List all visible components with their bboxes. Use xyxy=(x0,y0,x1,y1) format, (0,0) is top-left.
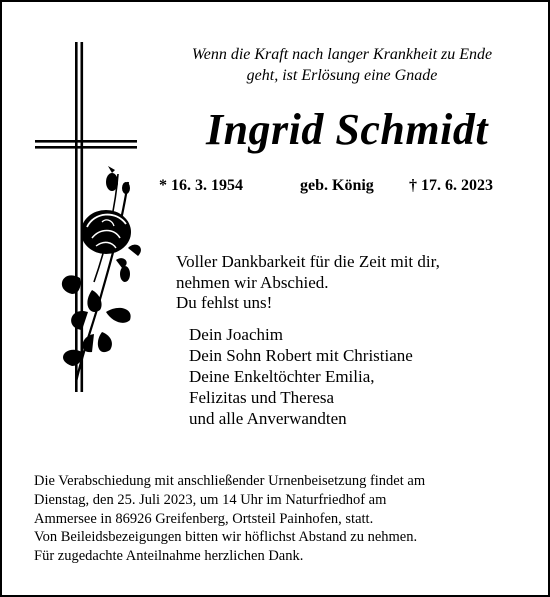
motto-line: geht, ist Erlösung eine Gnade xyxy=(246,67,438,84)
notice-line: Ammersee in 86926 Greifenberg, Ortsteil Painhofen, statt. xyxy=(34,510,374,527)
notice-line: Die Verabschiedung mit anschließender Urnenbeisetzung findet am xyxy=(34,473,426,489)
cross-with-rose-icon xyxy=(32,42,152,407)
birth-name: geb. König xyxy=(300,177,374,194)
notice-line: Dienstag, den 25. Juli 2023, um 14 Uhr im Naturfriedhof am xyxy=(34,491,387,508)
mourners-list xyxy=(189,324,529,429)
motto-quote xyxy=(152,44,532,86)
mourner-line: Felizitas und Theresa xyxy=(189,388,335,407)
mourner-line: und alle Anverwandten xyxy=(189,409,347,428)
farewell-line: nehmen wir Abschied. xyxy=(176,272,329,292)
rose-bloom-icon xyxy=(81,210,131,254)
rose-leaves-icon xyxy=(62,245,141,366)
notice-line: Von Beileidsbezeigungen bitten wir höflichst Abstand zu nehmen. xyxy=(34,529,418,546)
farewell-line: Voller Dankbarkeit für die Zeit mit dir, xyxy=(176,252,440,271)
mourner-line: Dein Sohn Robert mit Christiane xyxy=(189,346,413,365)
deceased-name: Ingrid Schmidt xyxy=(205,105,489,154)
motto-line: Wenn die Kraft nach langer Krankheit zu Ende xyxy=(191,46,493,63)
mourner-line: Dein Joachim xyxy=(189,325,283,344)
farewell-message xyxy=(176,252,526,314)
death-date: † 17. 6. 2023 xyxy=(409,177,493,194)
birth-date: * 16. 3. 1954 xyxy=(159,177,243,194)
farewell-line: Du fehlst uns! xyxy=(176,293,273,312)
notice-line: Für zugedachte Anteilnahme herzlichen Dank. xyxy=(34,548,304,565)
funeral-notice xyxy=(34,472,534,566)
mourner-line: Deine Enkeltöchter Emilia, xyxy=(189,367,375,386)
